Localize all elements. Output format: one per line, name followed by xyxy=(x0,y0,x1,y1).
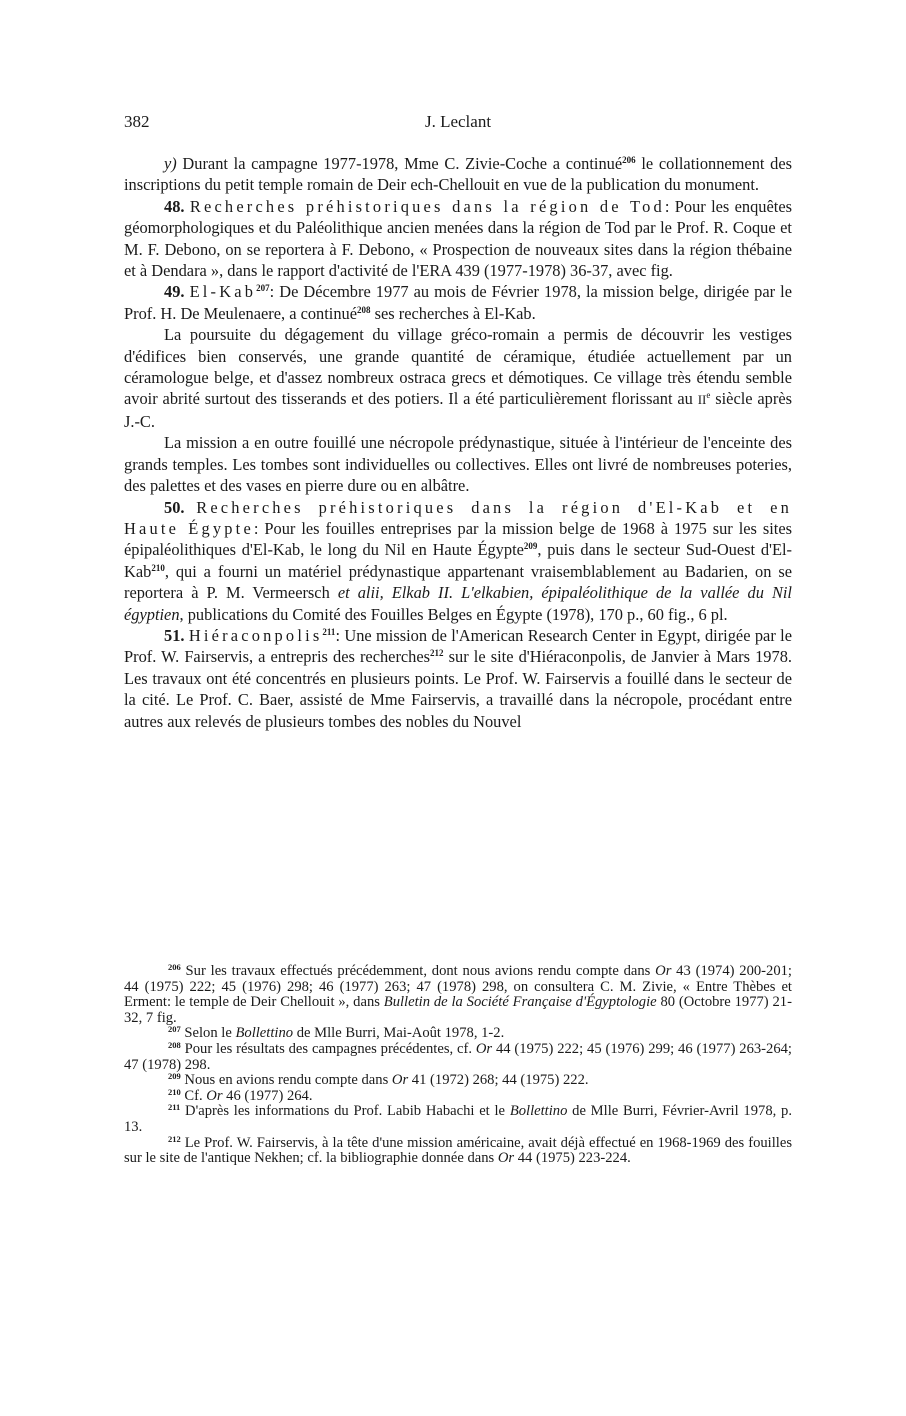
book-title: et alii, Elkab II. L'elkabien, épipaléolithique de la vallée du Nil égyptien xyxy=(124,583,792,624)
main-text xyxy=(124,153,792,732)
section-paragraph: 48. Recherches préhistoriques dans la région de Tod: Pour les enquêtes géomorphologiques et du Paléolithique ancien menées dans la région de Tod par le Prof. R. Coque et M. F. Debono, on se reportera à F. Debono, « Prospection de nouveaux sites dans la région thébaine et à Dendara », dans le rapport d'activité de l'ERA 439 (1977-1978) 36-37, avec fig. xyxy=(124,196,792,281)
footnote-number: 208 xyxy=(168,1039,181,1050)
footnote-ref: 208 xyxy=(357,304,371,315)
footnote: $^{208}$ Pour les résultats des campagnes précédentes, cf. Or 44 (1975) 222; 45 (1976) 299; 46 (1977) 263-264; 47 (1978) 298. xyxy=(124,1039,792,1073)
running-head: J. Leclant xyxy=(424,112,492,131)
footnote: $^{207}$ Selon le Bollettino de Mlle Burri, Mai-Août 1978, 1-2. xyxy=(168,1024,505,1042)
paragraph: La mission a en outre fouillé une nécropole prédynastique, située à l'intérieur de l'enceinte des grands temples. Les tombes sont individuelles ou collectives. Elles ont livré de nombreuses poteries, des palettes et des vases en pierre dure ou en albâtre. xyxy=(124,433,792,496)
item-label: y) xyxy=(164,154,177,173)
footnote-number: 207 xyxy=(168,1024,181,1035)
footnote: $^{209}$ Nous en avions rendu compte dans Or 41 (1972) 268; 44 (1975) 222. xyxy=(168,1071,589,1089)
footnote-number: 210 xyxy=(168,1086,181,1097)
footnote-number: 212 xyxy=(168,1133,181,1144)
footnote-number: 211 xyxy=(168,1102,181,1113)
section-number: 50. xyxy=(164,497,185,517)
footnote: $^{210}$ Cf. Or 46 (1977) 264. xyxy=(168,1086,313,1104)
section-heading: Recherches préhistoriques dans la région de Tod xyxy=(189,196,665,216)
footnote: $^{212}$ Le Prof. W. Fairservis, à la tête d'une mission américaine, avait déjà effectué en 1968-1969 des fouilles sur le site de l'antique Nekhen; cf. la bibliographie donnée dans Or 44 (1975) 223-224. xyxy=(124,1133,792,1167)
section-paragraph: 51. Hiéraconpolis$^{211}$: Une mission de l'American Research Center in Egypt, dirigée par le Prof. W. Fairservis, a entrepris des recherches$^{212}$ sur le site d'Hiéraconpolis, de Janvier à Mars 1978. Les travaux ont été concentrés en plusieurs points. Le Prof. W. Fairservis a fouillé dans le secteur de la cité. Le Prof. C. Baer, assisté de Mme Fairservis, a travaillé dans la nécropole, procédant entre autres aux relevés de plusieurs tombes des nobles du Nouvel xyxy=(124,625,792,731)
paragraph: y) Durant la campagne 1977-1978, Mme C. Zivie-Coche a continué$^{206}$ le collationnement des inscriptions du petit temple romain de Deir ech-Chellouit en vue de la publication du monument. xyxy=(124,154,792,195)
footnote-ref: 210 xyxy=(151,562,165,573)
footnote: $^{211}$ D'après les informations du Prof. Labib Habachi et le Bollettino de Mlle Burri, Février-Avril 1978, p. 13. xyxy=(124,1102,792,1135)
section-paragraph: 49. El-Kab$^{207}$: De Décembre 1977 au mois de Février 1978, la mission belge, dirigée par le Prof. H. De Meulenaere, a continué$^{208}$ ses recherches à El-Kab. xyxy=(124,282,792,323)
section-number: 49. xyxy=(164,282,185,302)
footnotes xyxy=(124,964,792,1167)
section-heading: Recherches préhistoriques dans la région d'El-Kab et en Haute Égypte xyxy=(124,497,792,538)
paragraph: La poursuite du dégagement du village gréco-romain a permis de découvrir les vestiges d'édifices bien conservés, une grande quantité de céramique, étudiée actuellement par un céramologue belge, et d'assez nombreux ostraca grecs et démotiques. Ce village très étendu semble avoir abrité surtout des tisserands et des potiers. Il a été particulièrement florissant au IIe siècle après J.-C. xyxy=(124,325,792,431)
century-numeral: II xyxy=(697,392,707,408)
page-header xyxy=(124,112,792,140)
journal-title: Bulletin de la Société Française d'Égyptologie xyxy=(383,994,657,1011)
footnote-ref: 211 xyxy=(322,626,336,637)
footnote-number: 209 xyxy=(168,1071,181,1082)
footnote-ref: 209 xyxy=(523,541,538,552)
footnote-ref: 212 xyxy=(430,648,444,659)
footnote: $^{206}$ Sur les travaux effectués précédemment, dont nous avions rendu compte dans Or 43 (1974) 200-201; 44 (1975) 222; 45 (1976) 298; 46 (1977) 263; 47 (1978) 298, on consultera C. M. Zivie, « Entre Thèbes et Erment: le temple de Deir Chellouit », dans Bulletin de la Société Française d'Égyptologie 80 (Octobre 1977) 21-32, 7 fig. xyxy=(124,962,792,1026)
footnote-ref: 207 xyxy=(256,283,270,294)
section-heading: El-Kab xyxy=(189,282,257,302)
footnote-ref: 206 xyxy=(622,155,636,165)
section-paragraph: 50. Recherches préhistoriques dans la région d'El-Kab et en Haute Égypte: Pour les fouilles entreprises par la mission belge de 1968 à 1975 sur les sites épipaléolithiques d'El-Kab, le long du Nil en Haute Égypte$^{209}$, puis dans le secteur Sud-Ouest d'El-Kab$^{210}$, qui a fourni un matériel prédynastique appartenant vraisemblablement au Badarien, on se reportera à P. M. Vermeersch et alii, Elkab II. L'elkabien, épipaléolithique de la vallée du Nil égyptien, publications du Comité des Fouilles Belges en Égypte (1978), 170 p., 60 fig., 6 pl. xyxy=(124,497,793,624)
section-heading: Hiéraconpolis xyxy=(188,625,323,645)
footnote-number: 206 xyxy=(168,962,181,972)
section-number: 51. xyxy=(164,625,185,645)
section-number: 48. xyxy=(164,196,185,216)
page-number: 382 xyxy=(124,112,150,131)
